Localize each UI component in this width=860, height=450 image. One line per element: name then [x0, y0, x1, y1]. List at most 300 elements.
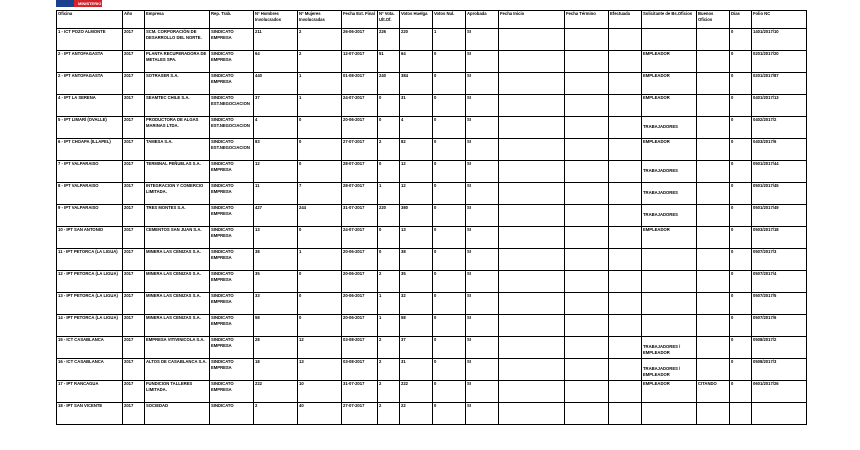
table-cell-vota — [378, 205, 400, 227]
table-cell-dias — [730, 205, 752, 227]
cell-text: 380 — [401, 205, 408, 210]
table-cell-anio — [123, 161, 145, 183]
table-cell-anio — [123, 271, 145, 293]
table-cell-empresa — [145, 73, 210, 95]
cell-text: SINDICATO EST.NEGOCIACION — [211, 117, 250, 128]
cell-text: 58 — [255, 315, 260, 320]
table-row — [57, 293, 807, 315]
table-cell-oficina — [57, 381, 123, 403]
table-cell-inicio — [499, 403, 565, 425]
table-cell-mujeres — [298, 51, 342, 73]
table-cell-vota — [378, 29, 400, 51]
table-cell-termino — [565, 227, 609, 249]
cell-text: 0507/2017/4 — [753, 271, 777, 276]
cell-text: 240 — [379, 73, 386, 78]
cell-text: 5 - IPT LIMARÍ (OVALLE) — [58, 117, 107, 122]
table-cell-termino — [565, 359, 609, 381]
cell-text: 24-07-2017 — [343, 227, 365, 232]
cell-text: 9 - IPT VALPARAISO — [58, 205, 99, 210]
table-cell-aprob — [466, 205, 499, 227]
table-cell-votos — [400, 139, 433, 161]
column-header: Nº Hombres Involucrados — [254, 11, 298, 29]
table-cell-folio — [752, 117, 807, 139]
table-cell-aprob — [466, 271, 499, 293]
table-row — [57, 271, 807, 293]
table-cell-buenos — [697, 139, 730, 161]
cell-text: 0 — [731, 139, 734, 144]
cell-text: 16 - ICT CASABLANCA — [58, 359, 104, 364]
table-cell-termino — [565, 205, 609, 227]
cell-text: 01-08-2017 — [343, 73, 365, 78]
cell-text: 0 — [731, 183, 734, 188]
table-cell-anio — [123, 293, 145, 315]
table-cell-efect — [609, 315, 642, 337]
cell-text: 4 — [255, 117, 258, 122]
column-header: Nº Mujeres Involucradas — [298, 11, 342, 29]
table-cell-rep — [210, 183, 254, 205]
cell-text: 226 — [379, 29, 386, 34]
table-cell-folio — [752, 29, 807, 51]
cell-text: 0 — [434, 139, 437, 144]
cell-text: 0 — [379, 249, 382, 254]
cell-text: 0 — [434, 183, 437, 188]
cell-text: 1 — [299, 95, 302, 100]
cell-text: 12-07-2017 — [343, 51, 365, 56]
cell-text: 0 — [299, 117, 302, 122]
table-cell-hombres — [254, 293, 298, 315]
table-cell-dias — [730, 29, 752, 51]
table-cell-dias — [730, 117, 752, 139]
cell-text: 35 — [401, 271, 406, 276]
table-cell-empresa — [145, 381, 210, 403]
table-cell-empresa — [145, 51, 210, 73]
cell-text: 0 — [731, 161, 734, 166]
table-cell-aprob — [466, 161, 499, 183]
cell-text: 22 — [401, 403, 406, 408]
table-cell-aprob — [466, 293, 499, 315]
cell-text: MINERA LAS CENIZAS S.A. — [146, 293, 201, 298]
cell-text: SINDICATO EMPRESA — [211, 227, 234, 238]
table-cell-inicio — [499, 29, 565, 51]
table-cell-dias — [730, 183, 752, 205]
cell-text: 0 — [299, 139, 302, 144]
table-cell-mujeres — [298, 249, 342, 271]
table-cell-aprob — [466, 359, 499, 381]
cell-text: SCM. CORPORACIÓN DE DESARROLLO DEL NORTE. — [146, 29, 202, 40]
table-cell-oficina — [57, 205, 123, 227]
table-cell-inicio — [499, 249, 565, 271]
cell-text: 12 — [299, 337, 304, 342]
table-cell-solic — [642, 95, 697, 117]
cell-text: 12 — [401, 161, 406, 166]
table-cell-fecha — [342, 51, 378, 73]
table-cell-hombres — [254, 183, 298, 205]
table-cell-aprob — [466, 29, 499, 51]
table-cell-votos — [400, 359, 433, 381]
table-row — [57, 337, 807, 359]
cell-text: 4 — [401, 117, 404, 122]
table-cell-folio — [752, 381, 807, 403]
cell-text: 20-06-2017 — [343, 271, 365, 276]
table-row — [57, 403, 807, 425]
table-cell-rep — [210, 315, 254, 337]
cell-text: EMPLEADOR — [643, 51, 670, 56]
cell-text: 2017 — [124, 51, 134, 56]
table-cell-mujeres — [298, 29, 342, 51]
cell-text: 0 — [731, 271, 734, 276]
table-cell-oficina — [57, 227, 123, 249]
table-cell-solic — [642, 271, 697, 293]
table-cell-anio — [123, 337, 145, 359]
cell-text: MINERA LAS CENIZAS S.A. — [146, 271, 201, 276]
table-cell-nul — [433, 117, 466, 139]
table-cell-votos — [400, 315, 433, 337]
cell-text: 20-06-2017 — [343, 315, 365, 320]
table-cell-anio — [123, 51, 145, 73]
table-cell-aprob — [466, 249, 499, 271]
table-cell-votos — [400, 293, 433, 315]
table-cell-fecha — [342, 117, 378, 139]
table-cell-aprob — [466, 95, 499, 117]
table-cell-empresa — [145, 337, 210, 359]
table-cell-rep — [210, 359, 254, 381]
cell-text: 2017 — [124, 271, 134, 276]
table-cell-oficina — [57, 95, 123, 117]
table-cell-anio — [123, 183, 145, 205]
cell-text: 27-07-2017 — [343, 403, 365, 408]
table-cell-efect — [609, 249, 642, 271]
cell-text: 13 — [401, 227, 406, 232]
table-cell-inicio — [499, 161, 565, 183]
table-cell-buenos — [697, 95, 730, 117]
cell-text: 28 — [255, 337, 260, 342]
table-cell-termino — [565, 139, 609, 161]
table-cell-oficina — [57, 29, 123, 51]
cell-text: SI — [467, 381, 471, 386]
table-cell-hombres — [254, 73, 298, 95]
cell-text: 0 — [731, 95, 734, 100]
table-cell-anio — [123, 359, 145, 381]
cell-text: 0 — [434, 315, 437, 320]
table-cell-anio — [123, 117, 145, 139]
table-cell-fecha — [342, 95, 378, 117]
cell-text: 18 — [255, 359, 260, 364]
table-cell-nul — [433, 205, 466, 227]
cell-text: 1 — [299, 249, 302, 254]
cell-text: 0501/2017/44 — [753, 161, 779, 166]
table-cell-fecha — [342, 381, 378, 403]
table-cell-folio — [752, 95, 807, 117]
table-cell-empresa — [145, 403, 210, 425]
table-cell-folio — [752, 359, 807, 381]
cell-text: SI — [467, 205, 471, 210]
table-cell-empresa — [145, 117, 210, 139]
table-cell-solic — [642, 29, 697, 51]
table-cell-rep — [210, 227, 254, 249]
cell-text: 0503/2017/18 — [753, 227, 779, 232]
table-cell-folio — [752, 293, 807, 315]
cell-text: TRABAJADORES / EMPLEADOR — [643, 344, 681, 355]
cell-text: SI — [467, 227, 471, 232]
table-cell-votos — [400, 403, 433, 425]
cell-text: 2017 — [124, 337, 134, 342]
table-cell-hombres — [254, 315, 298, 337]
cell-text: 220 — [401, 29, 408, 34]
cell-text: 2017 — [124, 161, 134, 166]
cell-text: 211 — [255, 29, 262, 34]
table-cell-rep — [210, 249, 254, 271]
cell-text: 0 — [434, 337, 437, 342]
cell-text: EMPRESA VITIVINICOLA S.A. — [146, 337, 205, 342]
table-cell-mujeres — [298, 95, 342, 117]
table-cell-oficina — [57, 271, 123, 293]
table-cell-solic — [642, 117, 697, 139]
table-cell-solic — [642, 315, 697, 337]
table-cell-folio — [752, 139, 807, 161]
cell-text: 4 - IPT LA SERENA — [58, 95, 96, 100]
column-header: Empresa — [145, 11, 210, 29]
column-header: Votos Nul. — [433, 11, 466, 29]
cell-text: 0 — [379, 95, 382, 100]
table-cell-nul — [433, 337, 466, 359]
table-cell-nul — [433, 183, 466, 205]
cell-text: SINDICATO EMPRESA — [211, 249, 234, 260]
cell-text: 2017 — [124, 227, 134, 232]
cell-text: 10 - IPT SAN ANTONIO — [58, 227, 104, 232]
table-cell-inicio — [499, 51, 565, 73]
table-cell-anio — [123, 315, 145, 337]
table-cell-fecha — [342, 359, 378, 381]
table-cell-oficina — [57, 403, 123, 425]
table-cell-efect — [609, 29, 642, 51]
cell-text: SINDICATO EMPRESA — [211, 359, 234, 370]
column-header: Aprobada — [466, 11, 499, 29]
table-cell-efect — [609, 293, 642, 315]
table-cell-anio — [123, 95, 145, 117]
table-cell-empresa — [145, 293, 210, 315]
table-row — [57, 73, 807, 95]
table-cell-efect — [609, 51, 642, 73]
cell-text: SI — [467, 51, 471, 56]
table-cell-solic — [642, 293, 697, 315]
table-cell-efect — [609, 403, 642, 425]
table-cell-folio — [752, 403, 807, 425]
table-cell-hombres — [254, 403, 298, 425]
table-cell-vota — [378, 315, 400, 337]
table-cell-oficina — [57, 293, 123, 315]
table-cell-rep — [210, 403, 254, 425]
cell-text: TERMINAL PEÑUELAS S.A. — [146, 161, 201, 166]
table-cell-vota — [378, 227, 400, 249]
table-cell-dias — [730, 315, 752, 337]
cell-text: 0 — [434, 117, 437, 122]
cell-text: 12 — [401, 183, 406, 188]
cell-text: SI — [467, 95, 471, 100]
table-cell-empresa — [145, 161, 210, 183]
cell-text: 83 — [255, 139, 260, 144]
table-cell-termino — [565, 271, 609, 293]
cell-text: 1 - ICT POZO ALMONTE — [58, 29, 106, 34]
table-cell-mujeres — [298, 139, 342, 161]
table-cell-efect — [609, 161, 642, 183]
column-header: Rep. Trab. — [210, 11, 254, 29]
cell-text: 31 — [401, 359, 406, 364]
table-row — [57, 315, 807, 337]
cell-text: 11 — [255, 183, 260, 188]
table-cell-dias — [730, 403, 752, 425]
cell-text: 1 — [434, 29, 437, 34]
cell-text: 0 — [299, 293, 302, 298]
column-header: Año — [123, 11, 145, 29]
cell-text: 32 — [401, 293, 406, 298]
cell-text: 20-06-2017 — [343, 249, 365, 254]
table-cell-inicio — [499, 95, 565, 117]
cell-text: PLANTA RECUPERADORA DE METALES SPA. — [146, 51, 207, 62]
cell-text: 10 — [299, 381, 304, 386]
cell-text: 0402/2017/2 — [753, 117, 777, 122]
table-cell-votos — [400, 271, 433, 293]
table-cell-buenos — [697, 161, 730, 183]
table-cell-inicio — [499, 227, 565, 249]
table-cell-fecha — [342, 227, 378, 249]
table-cell-fecha — [342, 293, 378, 315]
table-cell-empresa — [145, 249, 210, 271]
cell-text: SINDICATO EMPRESA — [211, 271, 234, 282]
table-cell-rep — [210, 51, 254, 73]
cell-text: EMPLEADOR — [643, 227, 670, 232]
table-cell-buenos — [697, 403, 730, 425]
table-cell-dias — [730, 73, 752, 95]
cell-text: INTEGRACION Y COMERCIO LIMITADA. — [146, 183, 204, 194]
cell-text: 0 — [434, 403, 437, 408]
table-cell-votos — [400, 205, 433, 227]
table-cell-fecha — [342, 73, 378, 95]
table-row — [57, 139, 807, 161]
cell-text: 0507/2017/5 — [753, 293, 777, 298]
table-cell-termino — [565, 315, 609, 337]
cell-text: 0508/2017/3 — [753, 359, 777, 364]
cell-text: TRABAJADORES — [643, 168, 678, 173]
table-cell-oficina — [57, 161, 123, 183]
table-cell-hombres — [254, 161, 298, 183]
cell-text: 51 — [379, 51, 384, 56]
table-cell-votos — [400, 73, 433, 95]
cell-text: SINDICATO EST.NEGOCIACION — [211, 95, 250, 106]
cell-text: 0507/2017/6 — [753, 315, 777, 320]
table-cell-votos — [400, 337, 433, 359]
table-cell-hombres — [254, 29, 298, 51]
cell-text: SINDICATO EMPRESA — [211, 73, 234, 84]
cell-text: TRES MONTES S.A. — [146, 205, 186, 210]
table-cell-dias — [730, 359, 752, 381]
cell-text: SINDICATO — [211, 403, 234, 408]
cell-text: 28-07-2017 — [343, 183, 365, 188]
cell-text: 15 - ICT CASABLANCA — [58, 337, 104, 342]
table-cell-nul — [433, 139, 466, 161]
table-cell-buenos — [697, 249, 730, 271]
table-cell-inicio — [499, 139, 565, 161]
cell-text: 2017 — [124, 117, 134, 122]
table-cell-hombres — [254, 139, 298, 161]
table-cell-solic — [642, 249, 697, 271]
table-cell-aprob — [466, 139, 499, 161]
table-row — [57, 95, 807, 117]
table-cell-buenos — [697, 183, 730, 205]
cell-text: 0 — [379, 227, 382, 232]
cell-text: 0601/2017/26 — [753, 381, 779, 386]
cell-text: 0 — [731, 117, 734, 122]
table-cell-inicio — [499, 183, 565, 205]
table-cell-votos — [400, 161, 433, 183]
cell-text: 0 — [731, 337, 734, 342]
table-cell-solic — [642, 381, 697, 403]
table-cell-vota — [378, 161, 400, 183]
table-cell-empresa — [145, 315, 210, 337]
table-cell-votos — [400, 117, 433, 139]
table-cell-votos — [400, 95, 433, 117]
table-row — [57, 381, 807, 403]
cell-text: 0 — [731, 381, 734, 386]
cell-text: 37 — [401, 337, 406, 342]
cell-text: 31-07-2017 — [343, 381, 365, 386]
table-cell-votos — [400, 29, 433, 51]
cell-text: 2017 — [124, 205, 134, 210]
cell-text: SINDICATO EMPRESA — [211, 315, 234, 326]
table-cell-empresa — [145, 205, 210, 227]
cell-text: 0 — [731, 249, 734, 254]
table-cell-mujeres — [298, 337, 342, 359]
cell-text: 2017 — [124, 293, 134, 298]
cell-text: 28-07-2017 — [343, 161, 365, 166]
table-cell-rep — [210, 293, 254, 315]
cell-text: 13 - IPT PETORCA (LA LIGUA) — [58, 293, 118, 298]
table-cell-nul — [433, 271, 466, 293]
table-cell-oficina — [57, 359, 123, 381]
table-cell-termino — [565, 249, 609, 271]
cell-text: 7 - IPT VALPARAISO — [58, 161, 99, 166]
cell-text: 31-07-2017 — [343, 205, 365, 210]
table-row — [57, 117, 807, 139]
table-cell-fecha — [342, 315, 378, 337]
table-cell-buenos — [697, 227, 730, 249]
cell-text: SI — [467, 29, 471, 34]
table-cell-nul — [433, 73, 466, 95]
table-cell-vota — [378, 183, 400, 205]
table-cell-aprob — [466, 403, 499, 425]
cell-text: SINDICATO EMPRESA — [211, 381, 234, 392]
table-cell-dias — [730, 271, 752, 293]
cell-text: SINDICATO EMPRESA — [211, 161, 234, 172]
table-cell-rep — [210, 29, 254, 51]
cell-text: 1 — [299, 73, 302, 78]
table-cell-efect — [609, 183, 642, 205]
cell-text: 64 — [401, 51, 406, 56]
cell-text: 40 — [299, 403, 304, 408]
table-cell-termino — [565, 117, 609, 139]
cell-text: 2 - IPT ANTOFAGASTA — [58, 51, 104, 56]
cell-text: 0401/2017/13 — [753, 95, 779, 100]
cell-text: SINDICATO EMPRESA — [211, 183, 234, 194]
table-cell-mujeres — [298, 117, 342, 139]
cell-text: EMPLEADOR — [643, 73, 670, 78]
cell-text: 0 — [379, 117, 382, 122]
table-cell-rep — [210, 117, 254, 139]
cell-text: 20-06-2017 — [343, 293, 365, 298]
table-cell-nul — [433, 359, 466, 381]
cell-text: 17 - IPT RANCAGUA — [58, 381, 99, 386]
table-cell-efect — [609, 205, 642, 227]
column-header: Fecha Inicio — [499, 11, 565, 29]
